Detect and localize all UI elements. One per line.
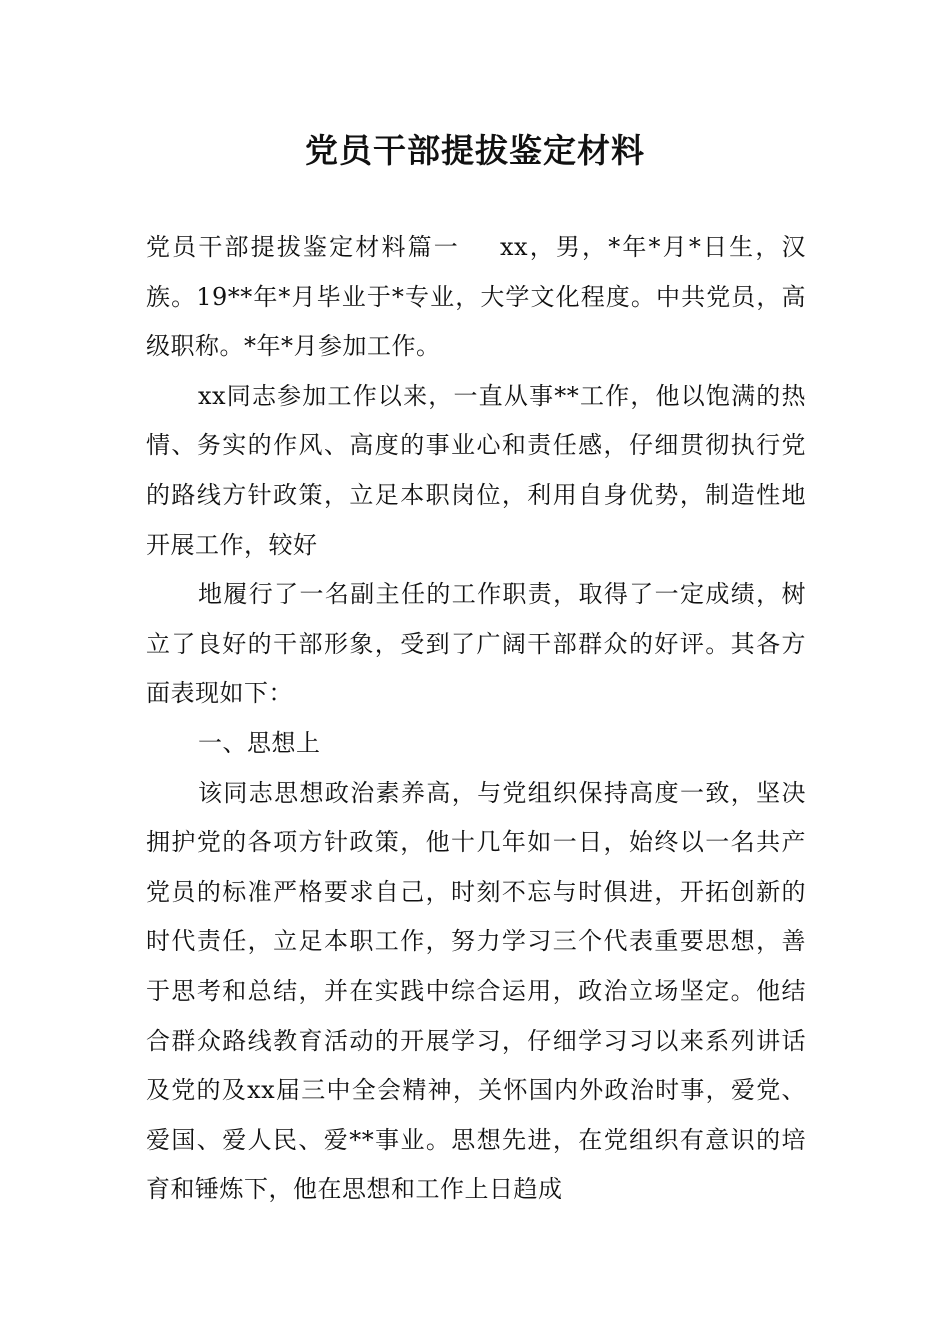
paragraph-performance: 地履行了一名副主任的工作职责，取得了一定成绩，树立了良好的干部形象，受到了广阔干部群众的好评。其各方面表现如下： — [146, 580, 806, 708]
section-heading-thought: 一、思想上 — [198, 728, 321, 757]
paragraph-lead: 党员干部提拔鉴定材料篇一 — [146, 233, 460, 261]
paragraph-intro — [146, 223, 806, 372]
paragraph-text: xx，男，*年*月*日生，汉族。19**年*月毕业于*专业，大学文化程度。中共党员，高级职称。*年*月参加工作。 — [146, 233, 806, 361]
document-title: 党员干部提拔鉴定材料 — [305, 131, 645, 170]
paragraph-thought: 该同志思想政治素养高，与党组织保持高度一致，坚决拥护党的各项方针政策，他十几年如一日，始终以一名共产党员的标准严格要求自己，时刻不忘与时俱进，开拓创新的时代责任，立足本职工作，努力学习三个代表重要思想，善于思考和总结，并在实践中综合运用，政治立场坚定。他结合群众路线教育活动的开展学习，仔细学习习以来系列讲话及党的及xx届三中全会精神，关怀国内外政治时事，爱党、爱国、爱人民、爱**事业。思想先进，在党组织有意识的培育和锤炼下，他在思想和工作上日趋成 — [146, 778, 806, 1204]
paragraph-work-summary: xx同志参加工作以来，一直从事**工作，他以饱满的热情、务实的作风、高度的事业心和责任感，仔细贯彻执行党的路线方针政策，立足本职岗位，利用自身优势，制造性地开展工作，较好 — [146, 381, 806, 559]
document-body — [146, 223, 806, 1215]
